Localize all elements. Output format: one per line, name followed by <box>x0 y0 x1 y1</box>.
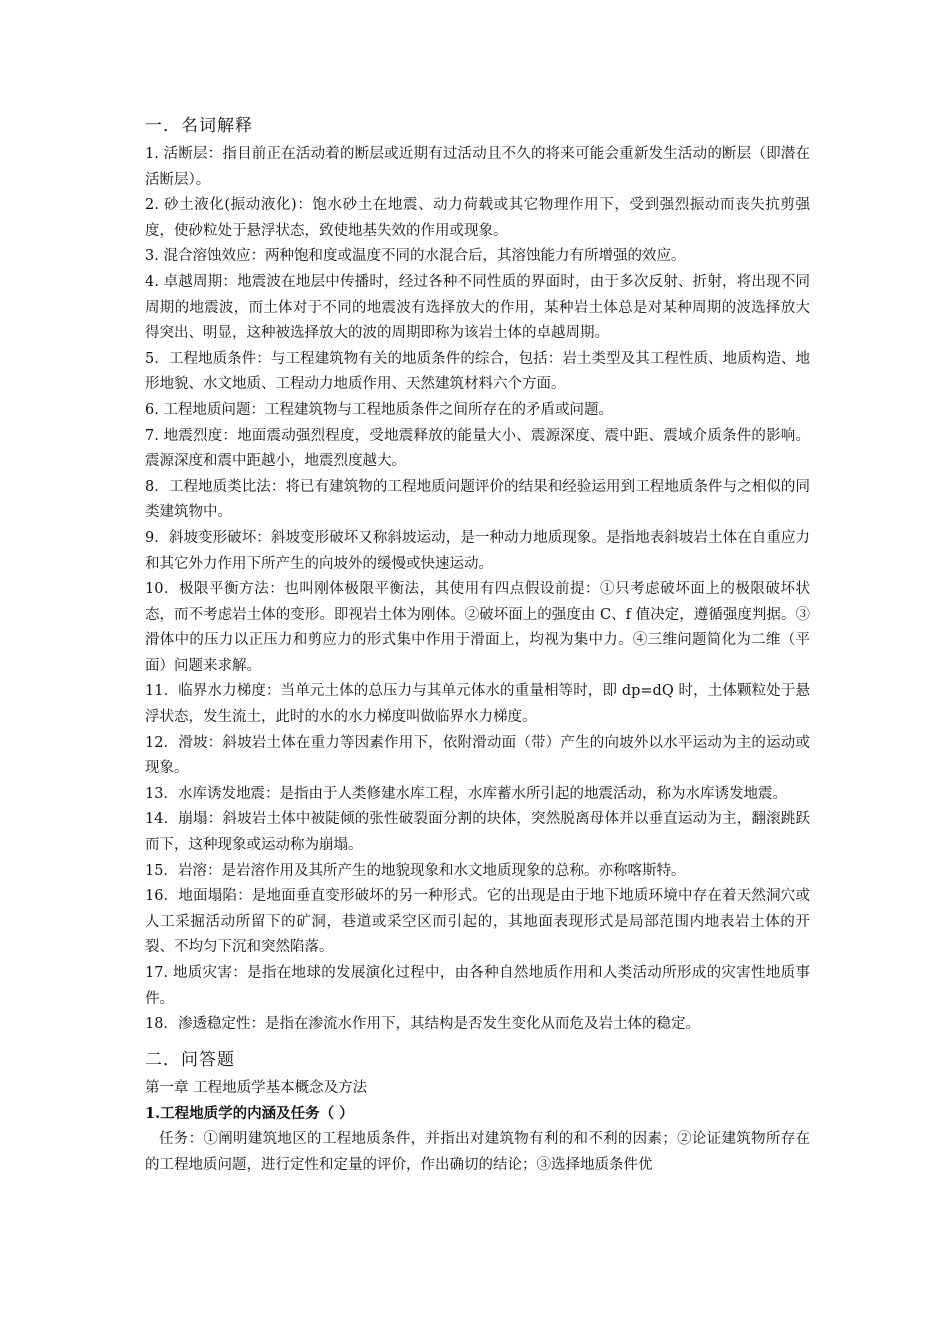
definition-entry: 12．滑坡：斜坡岩土体在重力等因素作用下，依附滑动面（带）产生的向坡外以水平运动为主的运动或现象。 <box>145 734 810 777</box>
definition-entry: 8．工程地质类比法：将已有建筑物的工程地质问题评价的结果和经验运用到工程地质条件与之相似的同类建筑物中。 <box>145 478 810 521</box>
definition-entry: 2. 砂土液化(振动液化)：饱水砂土在地震、动力荷载或其它物理作用下，受到强烈振动而丧失抗剪强度，使砂粒处于悬浮状态，致使地基失效的作用或现象。 <box>145 197 810 239</box>
chapter-heading: 第一章 工程地质学基本概念及方法 <box>145 1079 368 1096</box>
definition-entry: 13．水库诱发地震：是指由于人类修建水库工程，水库蓄水所引起的地震活动，称为水库诱发地震。 <box>145 785 787 802</box>
definition-entry: 1. 活断层：指目前正在活动着的断层或近期有过活动且不久的将来可能会重新发生活动的断层（即潜在活断层）。 <box>145 146 810 188</box>
definition-entry: 5．工程地质条件：与工程建筑物有关的地质条件的综合，包括：岩土类型及其工程性质、地质构造、地形地貌、水文地质、工程动力地质作用、天然建筑材料六个方面。 <box>145 350 810 393</box>
definition-entry: 17. 地质灾害：是指在地球的发展演化过程中，由各种自然地质作用和人类活动所形成的灾害性地质事件。 <box>145 965 810 1007</box>
definition-entry: 10．极限平衡方法：也叫刚体极限平衡法，其使用有四点假设前提：①只考虑破坏面上的极限破坏状态，而不考虑岩土体的变形。即视岩土体为刚体。②破坏面上的强度由 C、f 值决定，遵循强度判据。③滑体中的压力以正压力和剪应力的形式集中作用于滑面上，均视为集中力。④三维问题简化为二维（平面）问题来求解。 <box>145 581 810 674</box>
definition-entry: 6. 工程地质问题：工程建筑物与工程地质条件之间所存在的矛盾或问题。 <box>145 401 613 418</box>
section-title-questions: 二．问答题 <box>145 1049 235 1070</box>
definition-entry: 9．斜坡变形破坏：斜坡变形破坏又称斜坡运动，是一种动力地质现象。是指地表斜坡岩土体在自重应力和其它外力作用下所产生的向坡外的缓慢或快速运动。 <box>145 529 810 572</box>
definition-entry: 18．渗透稳定性：是指在渗流水作用下，其结构是否发生变化从而危及岩土体的稳定。 <box>145 1016 700 1033</box>
definition-entry: 16．地面塌陷：是地面垂直变形破坏的另一种形式。它的出现是由于地下地质环境中存在着天然洞穴或人工采掘活动所留下的矿洞，巷道或采空区而引起的，其地面表现形式是局部范围内地表岩土体的开裂、不均匀下沉和突然陷落。 <box>145 888 810 956</box>
definition-entry: 7. 地震烈度：地面震动强烈程度，受地震释放的能量大小、震源深度、震中距、震域介质条件的影响。震源深度和震中距越小，地震烈度越大。 <box>145 427 810 470</box>
definition-entry: 15．岩溶：是岩溶作用及其所产生的地貌现象和水文地质现象的总称。亦称喀斯特。 <box>145 862 686 879</box>
section-title-definitions: 一．名词解释 <box>145 116 253 136</box>
definitions-list <box>145 142 810 1038</box>
definition-entry: 11．临界水力梯度：当单元土体的总压力与其单元体水的重量相等时，即 dp=dQ 时，土体颗粒处于悬浮状态，发生流土，此时的水的水力梯度叫做临界水力梯度。 <box>145 683 810 726</box>
answer-paragraph: 任务：①阐明建筑地区的工程地质条件，并指出对建筑物有利的和不利的因素；②论证建筑物所存在的工程地质问题，进行定性和定量的评价，作出确切的结论；③选择地质条件优 <box>145 1130 810 1173</box>
document-page <box>145 112 810 1178</box>
definition-entry: 3. 混合溶蚀效应：两种饱和度或温度不同的水混合后，其溶蚀能力有所增强的效应。 <box>145 248 686 265</box>
definition-entry: 14．崩塌：斜坡岩土体中被陡倾的张性破裂面分割的块体，突然脱离母体并以垂直运动为主，翻滚跳跃而下，这种现象或运动称为崩塌。 <box>145 811 810 854</box>
definition-entry: 4. 卓越周期：地震波在地层中传播时，经过各种不同性质的界面时，由于多次反射、折射，将出现不同周期的地震波，而土体对于不同的地震波有选择放大的作用，某种岩土体总是对某种周期的波选择放大得突出、明显，这种被选择放大的波的周期即称为该岩土体的卓越周期。 <box>145 273 810 342</box>
question-heading: 1.工程地质学的内涵及任务（ ） <box>145 1105 354 1123</box>
